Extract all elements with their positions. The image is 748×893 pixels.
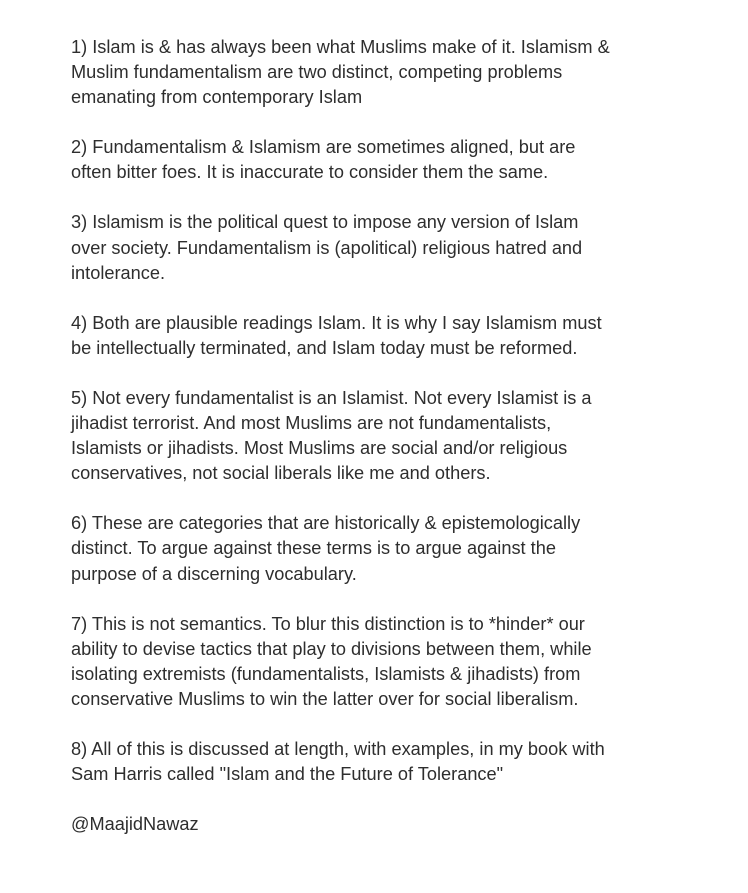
paragraph-line: conservatives, not social liberals like me and others. bbox=[71, 463, 491, 484]
paragraph-line: over society. Fundamentalism is (apolitical) religious hatred and bbox=[71, 237, 583, 258]
paragraph-line: often bitter foes. It is inaccurate to consider them the same. bbox=[71, 162, 549, 183]
numbered-paragraph-1 bbox=[71, 35, 708, 110]
numbered-paragraph-6 bbox=[71, 511, 708, 586]
paragraph-line: be intellectually terminated, and Islam today must be reformed. bbox=[71, 337, 578, 358]
paragraph-line: 5) Not every fundamentalist is an Islamist. Not every Islamist is a bbox=[71, 387, 592, 408]
numbered-paragraph-8 bbox=[71, 737, 708, 787]
paragraph-line: 3) Islamism is the political quest to impose any version of Islam bbox=[71, 212, 579, 233]
numbered-paragraph-3 bbox=[71, 210, 708, 285]
paragraph-line: 7) This is not semantics. To blur this distinction is to *hinder* our bbox=[71, 613, 585, 634]
paragraph-line: intolerance. bbox=[71, 262, 166, 283]
paragraph-line: Sam Harris called "Islam and the Future of Tolerance" bbox=[71, 764, 504, 785]
paragraph-line: 6) These are categories that are historically & epistemologically bbox=[71, 513, 581, 534]
paragraph-line: 1) Islam is & has always been what Muslims make of it. Islamism & bbox=[71, 37, 610, 57]
paragraph-line: 2) Fundamentalism & Islamism are sometimes aligned, but are bbox=[71, 137, 576, 158]
paragraph-line: conservative Muslims to win the latter over for social liberalism. bbox=[71, 688, 579, 709]
numbered-paragraph-5 bbox=[71, 386, 708, 486]
paragraph-line: purpose of a discerning vocabulary. bbox=[71, 563, 357, 584]
paragraph-line: jihadist terrorist. And most Muslims are not fundamentalists, bbox=[71, 413, 552, 434]
paragraph-line: Muslim fundamentalism are two distinct, competing problems bbox=[71, 62, 563, 83]
paragraph-line: distinct. To argue against these terms is to argue against the bbox=[71, 538, 556, 559]
numbered-paragraph-7 bbox=[71, 612, 708, 712]
paragraph-line: emanating from contemporary Islam bbox=[71, 87, 363, 108]
paragraph-line: 4) Both are plausible readings Islam. It is why I say Islamism must bbox=[71, 312, 602, 333]
paragraph-line: isolating extremists (fundamentalists, Islamists & jihadists) from bbox=[71, 663, 581, 684]
paragraph-line: 8) All of this is discussed at length, with examples, in my book with bbox=[71, 738, 605, 759]
paragraph-line: ability to devise tactics that play to divisions between them, while bbox=[71, 638, 592, 659]
author-signature: @MaajidNawaz bbox=[71, 814, 199, 835]
paragraph-line: Islamists or jihadists. Most Muslims are social and/or religious bbox=[71, 438, 568, 459]
paragraph-list bbox=[71, 35, 708, 787]
numbered-paragraph-4 bbox=[71, 311, 708, 361]
numbered-paragraph-2 bbox=[71, 135, 708, 185]
